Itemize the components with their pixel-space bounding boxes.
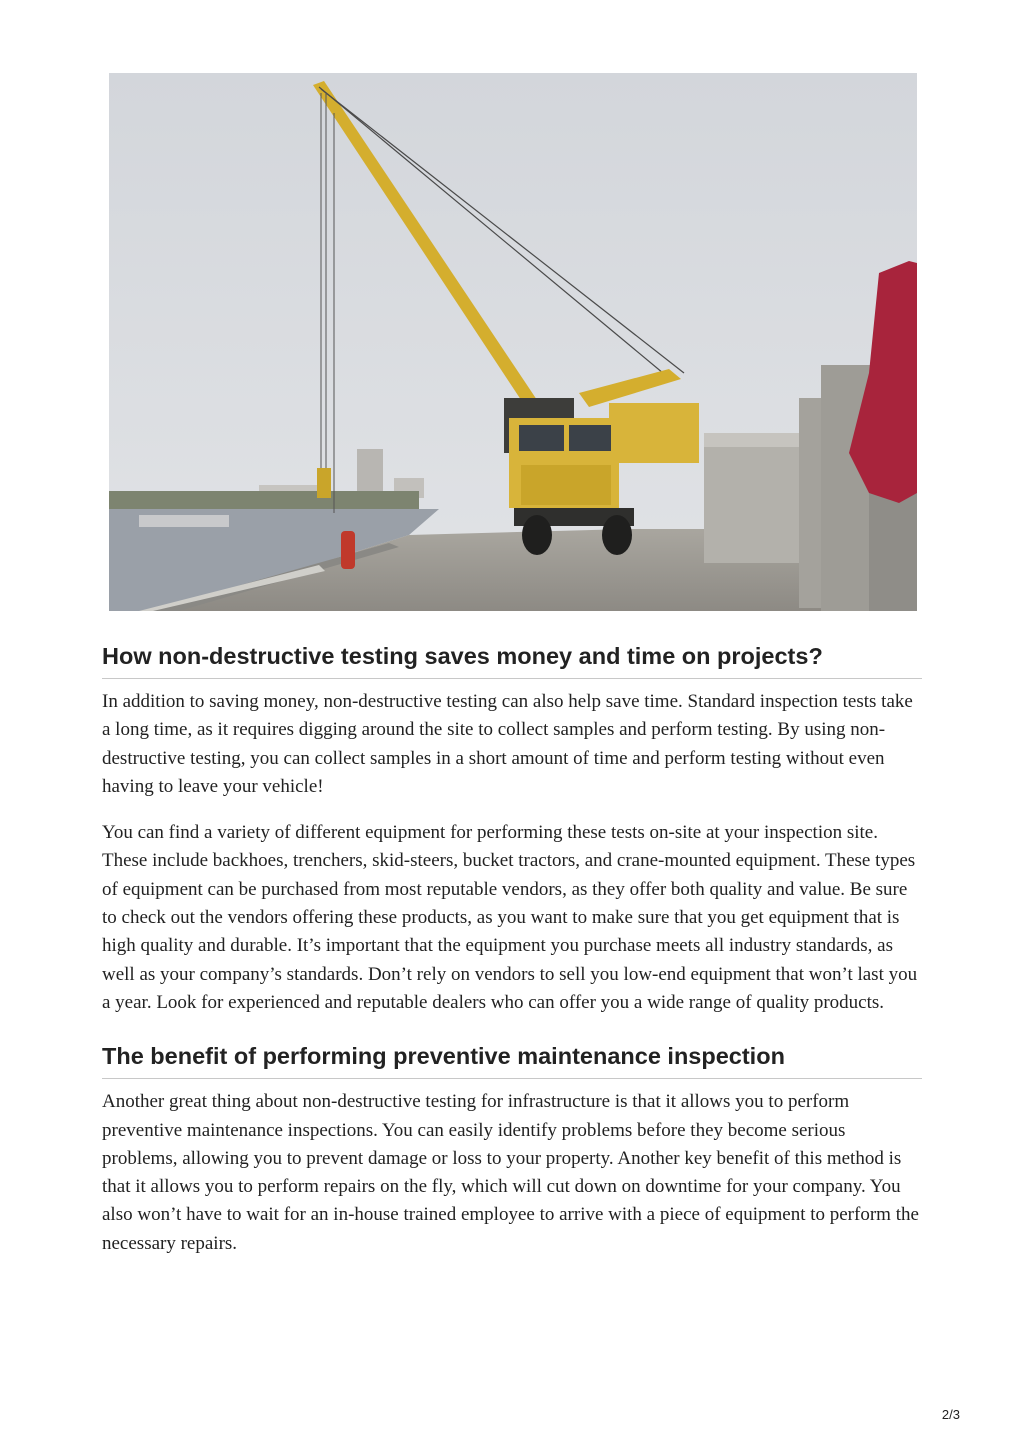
paragraph-time-savings: In addition to saving money, non-destructive testing can also help save time. Standard inspection tests take a long time, as it requires digging around the site to collect samples and perform testing. By using non-destructive testing, you can collect samples in a short amount of time and perform testing without even having to leave your vehicle! (102, 691, 913, 797)
paragraph-equipment: You can find a variety of different equipment for performing these tests on-site at your inspection site. These include backhoes, trenchers, skid-steers, bucket tractors, and crane-mounted equipment. These types of equipment can be purchased from most reputable vendors, as they offer both quality and value. Be sure to check out the vendors offering these products, as you want to make sure that you get equipment that is high quality and durable. It’s important that the equipment you purchase meets all industry standards, as well as your company’s standards. Don’t rely on vendors to sell you low-end equipment that won’t last you a year. Look for experienced and reputable dealers who can offer you a wide range of quality products. (102, 822, 918, 1013)
page-number: 2/3 (941, 1407, 960, 1422)
section-heading-preventive-maintenance: The benefit of performing preventive maintenance inspection (102, 1040, 922, 1079)
crane-truck-photo (109, 73, 917, 611)
paragraph-preventive-maintenance: Another great thing about non-destructive testing for infrastructure is that it allows you to perform preventive maintenance inspections. You can easily identify problems before they become serious problems, allowing you to prevent damage or loss to your property. Another key benefit of this method is that it allows you to perform repairs on the fly, which will cut down on downtime for your company. You also won’t have to wait for an in-house trained employee to arrive with a piece of equipment to perform the necessary repairs. (102, 1091, 919, 1254)
section-heading-ndt-savings: How non-destructive testing saves money and time on projects? (102, 640, 922, 679)
article-body (102, 640, 922, 1258)
